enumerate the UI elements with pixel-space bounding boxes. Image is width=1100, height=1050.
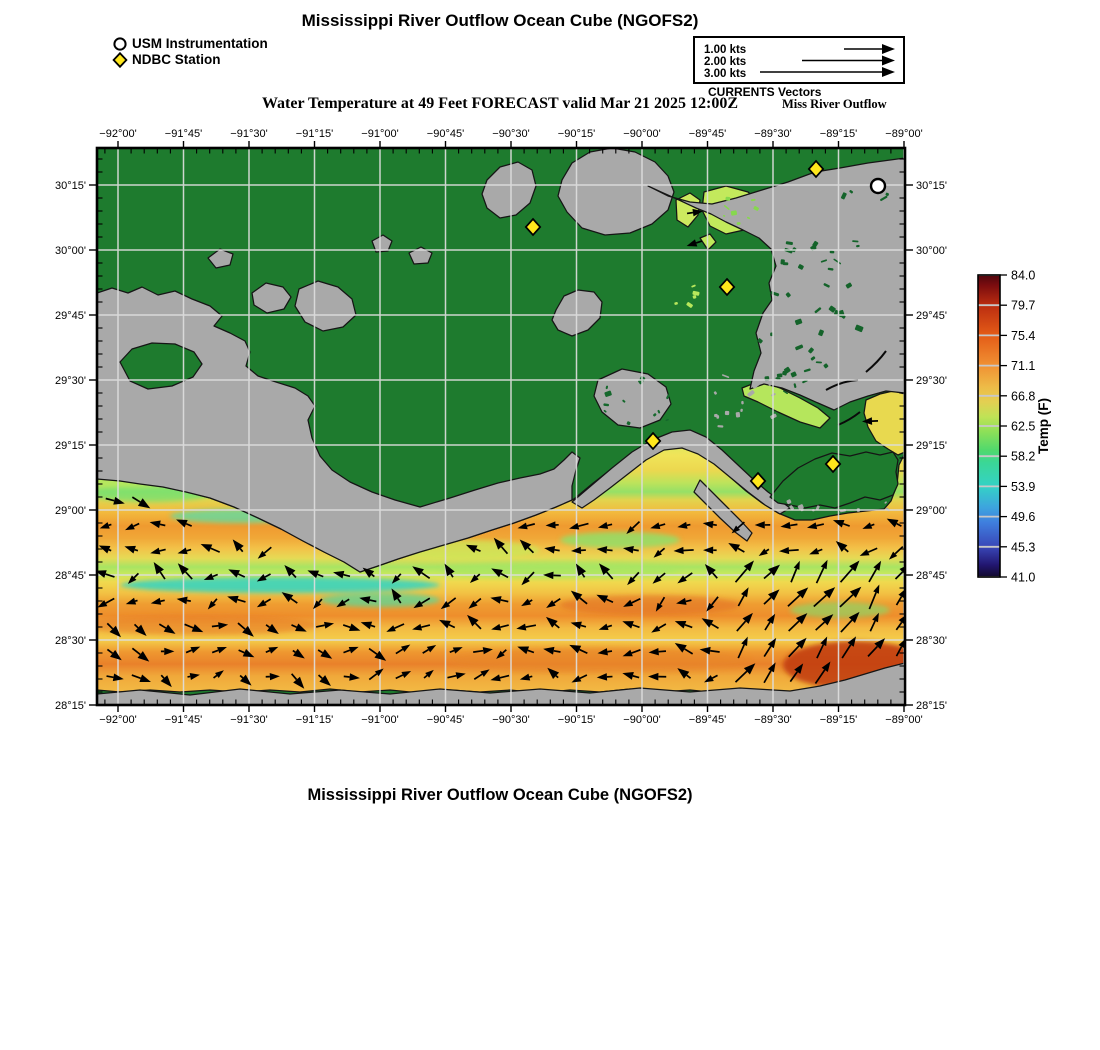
vector-scale-caption: CURRENTS Vectors (708, 85, 822, 99)
x-tick-label: −90°45' (426, 128, 465, 140)
y-tick-label: 28°45' (916, 570, 947, 582)
vector-scale-1kt-label: 1.00 kts (704, 44, 747, 56)
y-tick-label: 29°30' (55, 375, 86, 387)
x-tick-label: −89°45' (688, 128, 727, 140)
y-tick-label: 30°00' (55, 245, 86, 257)
x-tick-label: −91°45' (164, 714, 203, 726)
y-tick-label: 28°15' (55, 700, 86, 712)
x-tick-label: −89°15' (819, 128, 858, 140)
x-tick-label: −91°15' (295, 128, 334, 140)
colorbar-tick-label: 58.2 (1011, 449, 1036, 464)
x-tick-label: −91°30' (230, 128, 268, 140)
y-tick-label: 28°15' (916, 700, 947, 712)
usm-station-marker (871, 179, 885, 193)
y-tick-label: 28°30' (55, 635, 86, 647)
x-tick-label: −90°00' (623, 714, 661, 726)
y-tick-label: 29°15' (55, 440, 86, 452)
y-tick-label: 28°45' (55, 570, 86, 582)
y-tick-label: 29°00' (916, 505, 947, 517)
x-tick-label: −90°45' (426, 714, 465, 726)
x-tick-label: −89°30' (754, 714, 792, 726)
y-tick-label: 28°30' (916, 635, 947, 647)
colorbar-tick-label: 49.6 (1011, 510, 1036, 525)
y-tick-label: 29°30' (916, 375, 947, 387)
y-tick-label: 30°15' (916, 180, 947, 192)
colorbar-tick-label: 45.3 (1011, 540, 1036, 555)
legend-label-usm: USM Instrumentation (132, 36, 268, 51)
x-tick-label: −89°30' (754, 128, 792, 140)
colorbar-tick-label: 66.8 (1011, 389, 1036, 404)
x-tick-label: −89°00' (885, 128, 923, 140)
y-tick-label: 29°15' (916, 440, 947, 452)
y-tick-label: 30°15' (55, 180, 86, 192)
x-tick-label: −90°15' (557, 128, 596, 140)
x-tick-label: −91°00' (361, 128, 399, 140)
colorbar (978, 269, 1051, 585)
x-tick-label: −91°00' (361, 714, 399, 726)
x-tick-label: −91°15' (295, 714, 334, 726)
colorbar-tick-label: 71.1 (1011, 359, 1036, 374)
legend-label-ndbc: NDBC Station (132, 52, 221, 67)
colorbar-title: Temp (F) (1036, 398, 1051, 454)
x-tick-label: −92°00' (99, 714, 137, 726)
footer-title: Mississippi River Outflow Ocean Cube (NGOFS2) (307, 786, 693, 804)
colorbar-tick-label: 84.0 (1011, 268, 1036, 283)
colorbar-tick-label: 41.0 (1011, 570, 1036, 585)
y-tick-label: 30°00' (916, 245, 947, 257)
y-tick-label: 29°45' (55, 310, 86, 322)
x-tick-label: −92°00' (99, 128, 137, 140)
x-tick-label: −89°15' (819, 714, 858, 726)
x-tick-label: −91°30' (230, 714, 268, 726)
x-tick-label: −91°45' (164, 128, 203, 140)
x-tick-label: −89°45' (688, 714, 727, 726)
x-tick-label: −90°30' (492, 128, 530, 140)
x-tick-label: −90°15' (557, 714, 596, 726)
map-layers (80, 148, 927, 705)
page-title: Mississippi River Outflow Ocean Cube (NGOFS2) (301, 11, 699, 30)
forecast-subtitle: Water Temperature at 49 Feet FORECAST valid Mar 21 2025 12:00Z (261, 95, 739, 112)
colorbar-tick-label: 79.7 (1011, 298, 1036, 313)
y-tick-label: 29°00' (55, 505, 86, 517)
colorbar-tick-label: 62.5 (1011, 419, 1036, 434)
x-tick-label: −89°00' (885, 714, 923, 726)
colorbar-tick-label: 53.9 (1011, 479, 1036, 494)
vector-scale-3kt-label: 3.00 kts (704, 68, 747, 80)
region-watermark: Miss River Outflow (782, 97, 887, 111)
x-tick-label: −90°00' (623, 128, 661, 140)
colorbar-tick-label: 75.4 (1011, 328, 1036, 343)
vector-scale-2kt-label: 2.00 kts (704, 56, 747, 68)
y-tick-label: 29°45' (916, 310, 947, 322)
x-tick-label: −90°30' (492, 714, 530, 726)
